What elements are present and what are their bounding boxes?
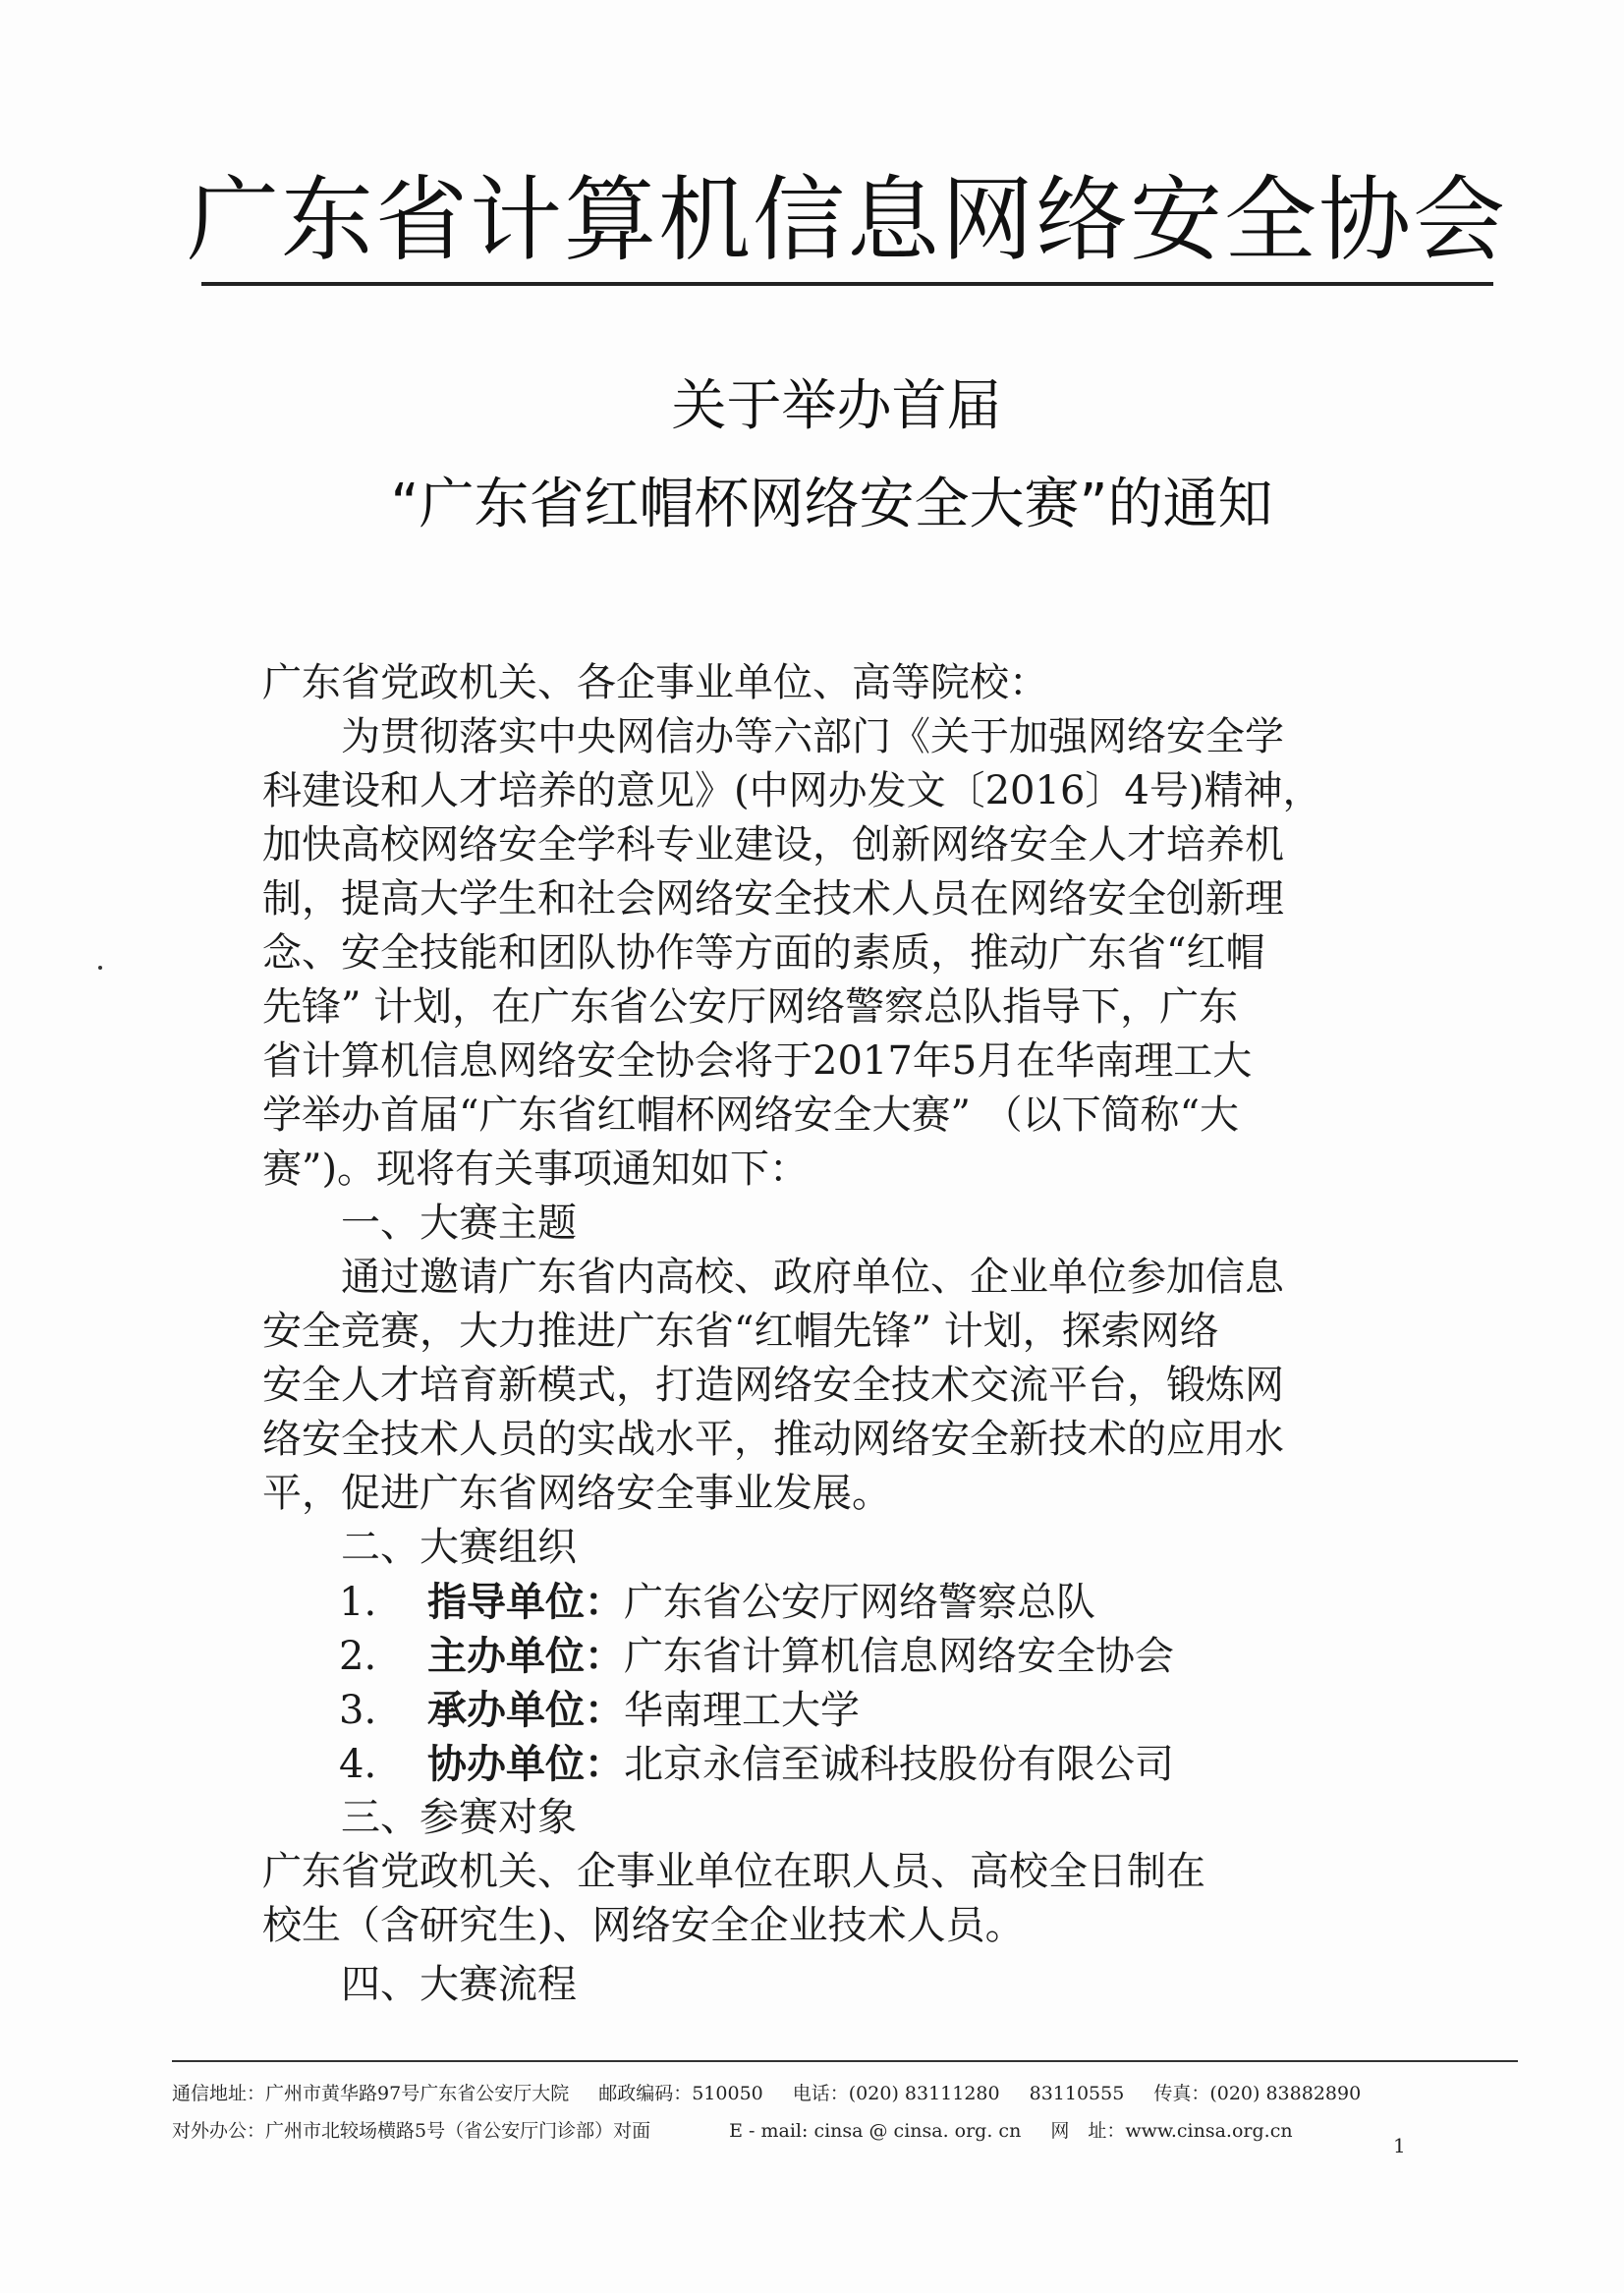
footer-phone2: 83110555 (1029, 2083, 1125, 2104)
intro-line: 为贯彻落实中央网信办等六部门《关于加强网络安全学 (262, 714, 1284, 759)
page-number: 1 (1393, 2134, 1406, 2157)
intro-line: 赛”)。现将有关事项通知如下： (262, 1146, 810, 1192)
footer-fax: (020) 83882890 (1209, 2083, 1362, 2104)
org-item-value: 广东省公安厅网络警察总队 (624, 1580, 1095, 1625)
scan-speck (98, 966, 102, 970)
intro-line: 科建设和人才培养的意见》(中网办发文〔2016〕4号)精神， (262, 768, 1322, 813)
footer-office: 广州市北较场横路5号（省公安厅门诊部）对面 (265, 2120, 651, 2142)
intro-line: 加快高校网络安全学科专业建设，创新网络安全人才培养机 (262, 822, 1284, 867)
org-item (339, 1737, 1498, 1792)
footer-email: cinsa @ cinsa. org. cn (813, 2120, 1022, 2142)
footer-web: www.cinsa.org.cn (1125, 2120, 1293, 2142)
org-item-number: 3. (339, 1688, 377, 1733)
letterhead-org-name: 广东省计算机信息网络安全协会 (187, 167, 1508, 274)
org-item-label: 协办单位： (427, 1741, 624, 1787)
footer-postcode-label: 邮政编码： (598, 2083, 693, 2104)
org-item-value: 华南理工大学 (624, 1688, 860, 1733)
org-item-value: 广东省计算机信息网络安全协会 (624, 1634, 1174, 1679)
intro-line: 先锋” 计划，在广东省公安厅网络警察总队指导下，广东 (262, 984, 1239, 1030)
section-heading-theme: 一、大赛主题 (262, 1201, 577, 1246)
org-item-number: 4. (339, 1742, 377, 1787)
org-item-label: 指导单位： (427, 1579, 624, 1625)
theme-line: 络安全技术人员的实战水平，推动网络安全新技术的应用水 (262, 1417, 1284, 1462)
theme-line: 平，促进广东省网络安全事业发展。 (262, 1471, 891, 1516)
participants-line: 广东省党政机关、企事业单位在职人员、高校全日制在 (262, 1849, 1205, 1894)
footer-contact-line (172, 2081, 1528, 2106)
intro-line: 念、安全技能和团队协作等方面的素质，推动广东省“红帽 (262, 930, 1265, 976)
section-heading-process: 四、大赛流程 (262, 1962, 577, 2007)
theme-line: 安全人才培育新模式，打造网络安全技术交流平台，锻炼网 (262, 1363, 1284, 1408)
footer-office-line (172, 2118, 1528, 2144)
org-item-number: 2. (339, 1634, 377, 1679)
theme-line: 通过邀请广东省内高校、政府单位、企业单位参加信息 (262, 1255, 1284, 1300)
footer-phone-label: 电话： (792, 2083, 849, 2104)
org-item-value: 北京永信至诚科技股份有限公司 (624, 1742, 1174, 1787)
notice-title-line1: 关于举办首届 (671, 374, 1002, 438)
footer-address-label: 通信地址： (172, 2083, 266, 2104)
notice-title-line2: “广东省红帽杯网络安全大赛”的通知 (390, 473, 1273, 536)
section-heading-organization: 二、大赛组织 (262, 1525, 577, 1570)
addressee: 广东省党政机关、各企事业单位、高等院校： (262, 660, 1048, 705)
org-item-label: 主办单位： (427, 1633, 624, 1679)
footer-address: 广州市黄华路97号广东省公安厅大院 (265, 2083, 570, 2104)
footer-web-label: 网 址： (1050, 2120, 1126, 2142)
footer-postcode: 510050 (692, 2083, 763, 2104)
section-heading-participants: 三、参赛对象 (262, 1795, 577, 1840)
org-item (339, 1629, 1498, 1684)
letterhead-rule (201, 282, 1493, 286)
org-item-number: 1. (339, 1580, 377, 1625)
intro-line: 制，提高大学生和社会网络安全技术人员在网络安全创新理 (262, 876, 1284, 922)
footer-office-label: 对外办公： (172, 2120, 266, 2142)
footer-fax-label: 传真： (1153, 2083, 1210, 2104)
footer-email-label: E - mail: (729, 2120, 809, 2142)
intro-line: 学举办首届“广东省红帽杯网络安全大赛” （以下简称“大 (262, 1092, 1240, 1138)
participants-line: 校生（含研究生)、网络安全企业技术人员。 (262, 1903, 1025, 1948)
org-item (339, 1575, 1498, 1630)
org-item (339, 1683, 1498, 1738)
footer-phone: (020) 83111280 (848, 2083, 1000, 2104)
org-item-label: 承办单位： (427, 1687, 624, 1733)
intro-line: 省计算机信息网络安全协会将于2017年5月在华南理工大 (262, 1038, 1253, 1084)
theme-line: 安全竞赛，大力推进广东省“红帽先锋” 计划，探索网络 (262, 1309, 1219, 1354)
footer-rule (172, 2060, 1518, 2062)
